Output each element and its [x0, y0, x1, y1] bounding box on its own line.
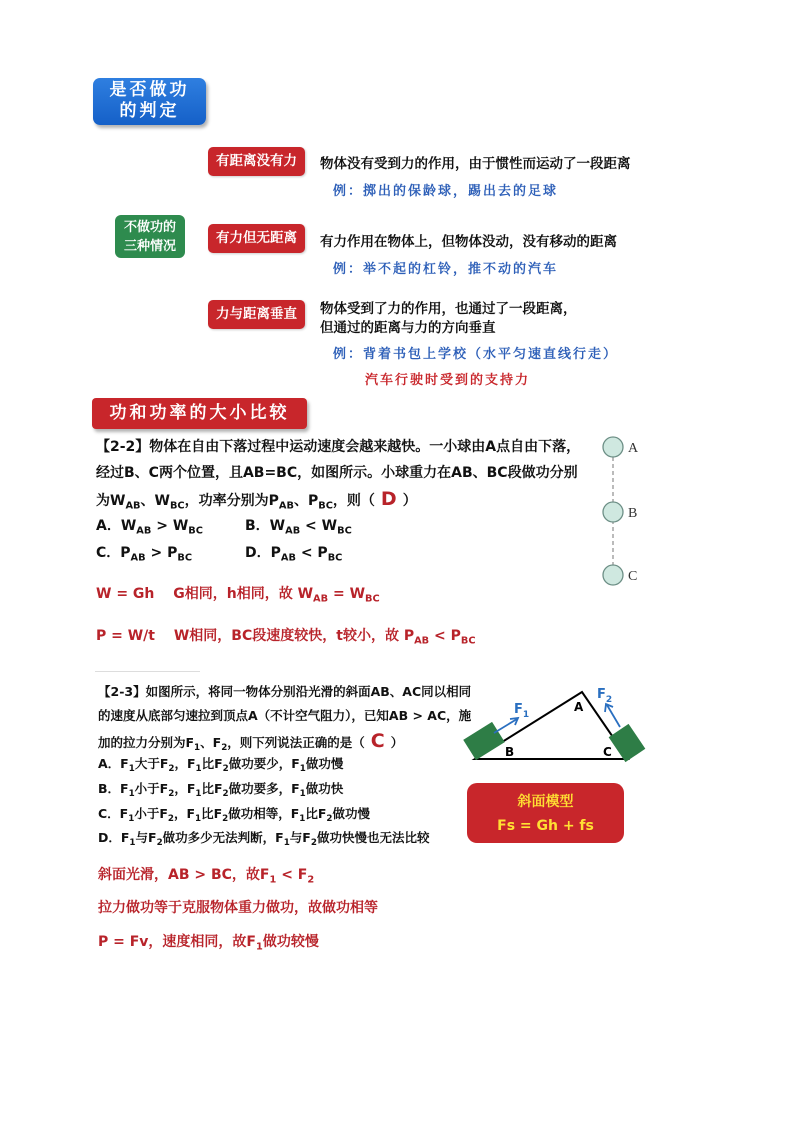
text-run: ） [390, 735, 404, 750]
option-line [98, 804, 371, 825]
subscript: 1 [195, 789, 202, 800]
subscript: 2 [221, 743, 228, 754]
ball-c [603, 565, 623, 585]
text-run: < P [429, 628, 461, 644]
text-run: 大于F [134, 756, 169, 771]
answer-mark: C [370, 730, 385, 752]
subscript: 1 [299, 764, 306, 775]
text-run: 做功快慢也无法比较 [316, 830, 430, 845]
point-label: B [628, 506, 638, 521]
subscript: 1 [128, 764, 135, 775]
force-f1-arrow [494, 719, 517, 733]
text-run: ，F [173, 806, 195, 821]
text-run: 加的拉力分别为F [98, 735, 195, 750]
text-run: < F [276, 867, 308, 883]
force-f2-arrow [607, 705, 620, 727]
subscript: 2 [326, 814, 333, 825]
subscript: 1 [195, 764, 202, 775]
text-run: A．F [98, 756, 129, 771]
subscript: 2 [168, 789, 175, 800]
text-run: 比F [305, 806, 327, 821]
title-line: 是否做功 [109, 80, 190, 100]
text-run: 小于F [134, 806, 168, 821]
subscript: BC [177, 552, 193, 564]
text-run: 为W [96, 493, 126, 509]
point-label: A [628, 441, 639, 456]
block-on-ab [463, 722, 505, 760]
case-description: 有力作用在物体上，但物体没动，没有移动的距离 [320, 234, 617, 250]
subscript: 2 [222, 814, 229, 825]
text-run: 、W [140, 493, 170, 509]
subscript: AB [130, 552, 146, 564]
case-example: 例：背着书包上学校（水平匀速直线行走） [333, 347, 619, 362]
case-tag-force-perpendicular: 力与距离垂直 [208, 300, 305, 329]
text-run: ，则（ [332, 493, 375, 509]
divider [95, 671, 200, 672]
subscript: 2 [307, 874, 315, 886]
text-run: P = Fv，速度相同，故F [98, 934, 256, 950]
text-run: 做功快 [305, 781, 344, 796]
text-run: ，F [174, 781, 196, 796]
case-example: 汽车行驶时受到的支持力 [365, 373, 531, 388]
text-run: 斜面光滑，AB > BC，故F [98, 867, 270, 883]
subscript: 1 [128, 789, 135, 800]
case-description: 物体没有受到力的作用，由于惯性而运动了一段距离 [320, 156, 631, 172]
f2-label: $F_2$ [597, 687, 613, 705]
text-run: W = Gh G相同，h相同，故 W [96, 586, 314, 602]
f1-label: $F_1$ [514, 702, 530, 720]
text-run: 、F [200, 735, 222, 750]
question-line [98, 730, 403, 752]
subscript: 2 [168, 764, 175, 775]
subscript: 2 [156, 838, 163, 849]
text-run: 拉力做功等于克服物体重力做功，故做功相等 [98, 900, 378, 916]
incline-model-box [467, 783, 624, 843]
text-run: ，F [174, 756, 196, 771]
case-example: 例：掷出的保龄球，踢出去的足球 [333, 184, 559, 199]
subscript: BC [460, 635, 476, 647]
subscript: AB [280, 552, 296, 564]
question-line [98, 706, 471, 724]
question-line [98, 682, 471, 700]
text-run: ） [402, 493, 417, 509]
option-line [98, 779, 344, 800]
subscript: AB [125, 500, 141, 512]
subscript: 2 [222, 789, 229, 800]
case-description: 物体受到了力的作用，也通过了一段距离， [320, 301, 577, 317]
text-run: C．F [98, 806, 129, 821]
subscript: AB [414, 635, 430, 647]
subscript: 1 [128, 814, 135, 825]
answer-mark: D [380, 488, 397, 510]
category-line: 不做功的 [123, 220, 176, 235]
model-formula: Fs = Gh + fs [497, 818, 594, 834]
ball-b [603, 502, 623, 522]
subscript: AB [136, 525, 152, 537]
subscript: 1 [195, 814, 202, 825]
case-tag-distance-no-force: 有距离没有力 [208, 147, 305, 176]
subscript: 1 [269, 874, 277, 886]
subscript: BC [337, 525, 352, 537]
text-run: < W [300, 518, 338, 534]
text-run: 小于F [134, 781, 169, 796]
case-example: 例：举不起的杠铃，推不动的汽车 [333, 262, 559, 277]
text-run: 做功多少无法判断，F [162, 830, 284, 845]
subscript: BC [327, 552, 343, 564]
solution-line [98, 864, 314, 884]
subscript: 1 [256, 941, 263, 953]
text-run: 与F [289, 830, 311, 845]
subscript: 1 [283, 838, 290, 849]
option-line [98, 828, 430, 849]
text-run: B．F [98, 781, 129, 796]
solution-line [98, 897, 378, 917]
text-run: 做功慢 [332, 806, 371, 821]
text-run: 经过B、C两个位置，且AB=BC，如图所示。小球重力在AB、BC段做功分别 [96, 465, 578, 481]
subscript: 1 [299, 814, 306, 825]
text-run: = W [328, 586, 366, 602]
text-run: ，则下列说法正确的是（ [227, 735, 365, 750]
text-run: 【2-2】物体在自由下落过程中运动速度会越来越快。一小球由A点自由下落， [96, 439, 581, 455]
subscript: 1 [129, 838, 136, 849]
point-label: C [628, 569, 638, 584]
text-run: B．W [245, 518, 286, 534]
subscript: BC [365, 593, 380, 605]
subscript: 1 [194, 743, 201, 754]
text-run: > P [145, 545, 178, 561]
vertex-c-label: C [603, 745, 612, 759]
case-tag-force-no-distance: 有力但无距离 [208, 224, 305, 253]
subscript: 1 [299, 789, 306, 800]
text-run: 做功较慢 [262, 934, 319, 950]
text-run: 【2-3】如图所示，将同一物体分别沿光滑的斜面AB、AC同以相同 [98, 684, 472, 699]
subscript: BC [318, 500, 333, 512]
subscript: AB [278, 500, 294, 512]
text-run: D．P [245, 545, 281, 561]
model-title: 斜面模型 [517, 794, 574, 810]
block-on-ac [609, 724, 646, 762]
category-line: 三种情况 [123, 239, 176, 254]
text-run: C．P [96, 545, 131, 561]
text-run: 比F [201, 806, 223, 821]
subscript: 2 [310, 838, 317, 849]
ball-a [603, 437, 623, 457]
text-run: > W [151, 518, 189, 534]
subscript: AB [313, 593, 329, 605]
text-run: 与F [135, 830, 157, 845]
subscript: 2 [222, 764, 229, 775]
title-line: 的判定 [119, 101, 180, 121]
text-run: < P [295, 545, 328, 561]
solution-line [98, 931, 319, 951]
subscript: 2 [167, 814, 174, 825]
text-run: D．F [98, 830, 130, 845]
case-description: 但通过的距离与力的方向垂直 [320, 320, 496, 336]
text-run: 做功要少，F [228, 756, 300, 771]
text-run: 做功慢 [305, 756, 344, 771]
text-run: 做功相等，F [228, 806, 300, 821]
subscript: BC [188, 525, 203, 537]
text-run: A．W [96, 518, 137, 534]
text-run: 的速度从底部匀速拉到顶点A（不计空气阻力），已知AB > AC，施 [98, 708, 472, 723]
text-run: 比F [201, 781, 223, 796]
section-title-work-power-compare: 功和功率的大小比较 [92, 398, 307, 429]
text-run: 做功要多，F [228, 781, 300, 796]
vertex-b-label: B [505, 745, 515, 759]
option-line [98, 754, 344, 775]
text-run: 比F [201, 756, 223, 771]
vertex-a-label: A [574, 700, 584, 714]
text-run: 、P [293, 493, 319, 509]
text-run: P = W/t W相同，BC段速度较快，t较小，故 P [96, 628, 415, 644]
subscript: BC [169, 500, 185, 512]
subscript: AB [285, 525, 301, 537]
text-run: ，功率分别为P [184, 493, 279, 509]
